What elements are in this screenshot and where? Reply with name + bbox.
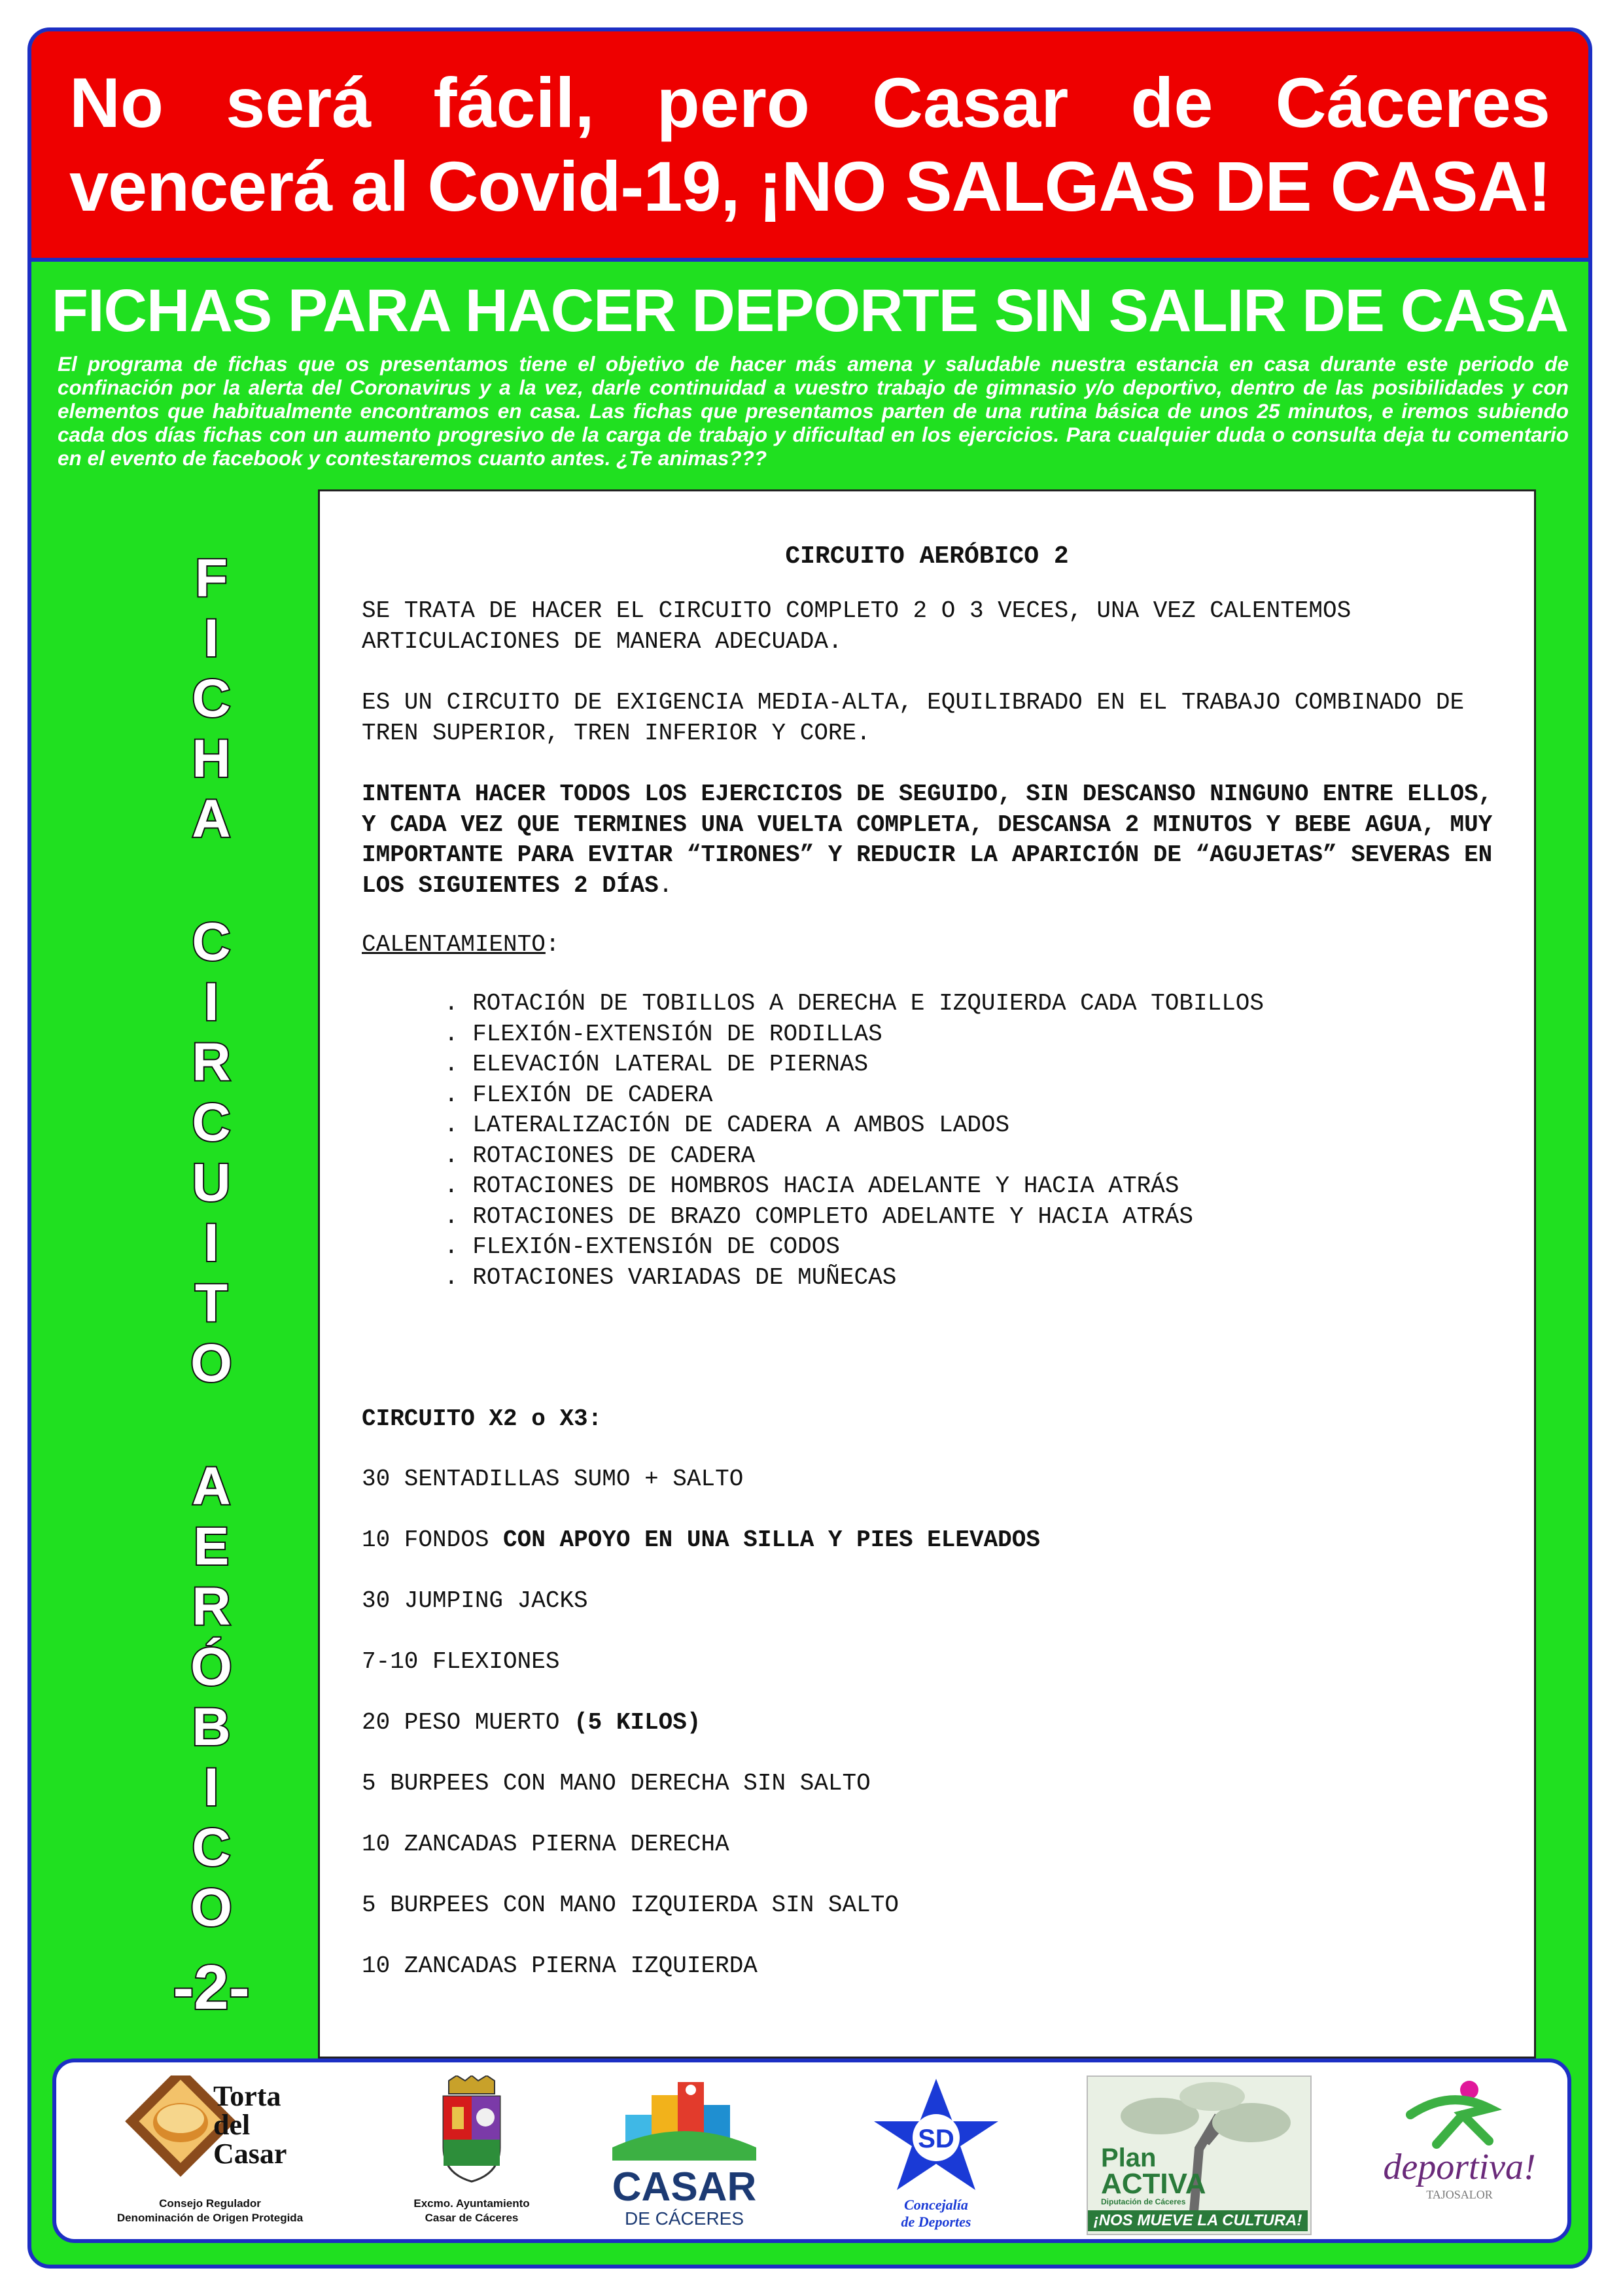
exercise-text: 10 FONDOS <box>362 1527 504 1553</box>
headline-line-1 <box>69 61 1550 145</box>
exercise-text-bold: (5 KILOS) <box>574 1709 701 1736</box>
sponsor-logos-bar <box>52 2058 1571 2243</box>
vertical-letter: C <box>192 1818 231 1877</box>
headline-word: será <box>226 63 372 142</box>
headline-word: pero <box>656 63 810 142</box>
torta-del-casar-logo <box>115 2075 305 2233</box>
exercise-item <box>362 1890 899 1920</box>
vertical-letter: A <box>192 789 231 849</box>
vertical-letter: I <box>203 1757 219 1817</box>
exercise-item <box>362 1525 1040 1555</box>
exercise-text-bold: CON APOYO EN UNA SILLA Y PIES ELEVADOS <box>503 1527 1040 1553</box>
warmup-item: . ROTACIONES DE BRAZO COMPLETO ADELANTE Y HACIA ATRÁS <box>444 1203 1193 1230</box>
warmup-item: . ROTACIONES DE HOMBROS HACIA ADELANTE Y HACIA ATRÁS <box>444 1173 1179 1199</box>
vertical-letter: Ó <box>190 1637 232 1697</box>
plan-activa-logo <box>1087 2075 1312 2235</box>
exercise-text: 5 BURPEES CON MANO DERECHA SIN SALTO <box>362 1770 871 1797</box>
vertical-letter: E <box>193 1517 230 1576</box>
vertical-letter: O <box>190 1878 232 1937</box>
ayuntamiento-caption: Excmo. Ayuntamiento <box>413 2197 530 2210</box>
rest-advice-text: INTENTA HACER TODOS LOS EJERCICIOS DE SEGUIDO, SIN DESCANSO NINGUNO ENTRE ELLOS, Y CADA VEZ QUE TERMINES UNA VUELTA COMPLETA, DESCANSA 2 MINUTOS Y BEBE AGUA, MUY IMPORTANTE PARA EVITAR “TIRONES” Y REDUCIR LA APARICIÓN DE “AGUJETAS” SEVERAS EN LOS SIGUIENTES 2 DÍAS <box>362 781 1493 899</box>
exercise-text: 7-10 FLEXIONES <box>362 1648 560 1675</box>
warmup-heading-text: CALENTAMIENTO <box>362 931 546 958</box>
torta-name: Casar <box>213 2138 287 2170</box>
paragraph-rest-advice <box>362 779 1507 901</box>
coat-of-arms-icon <box>403 2075 540 2187</box>
vertical-letter: F <box>194 548 228 608</box>
warmup-item: . ROTACIÓN DE TOBILLOS A DERECHA E IZQUIERDA CADA TOBILLOS <box>444 990 1265 1017</box>
headline-word: No <box>69 63 164 142</box>
warmup-item: . FLEXIÓN-EXTENSIÓN DE RODILLAS <box>444 1020 882 1048</box>
warmup-item: . LATERALIZACIÓN DE CADERA A AMBOS LADOS <box>444 1112 1010 1139</box>
vertical-letter: I <box>203 1213 219 1273</box>
exercise-item <box>362 1708 701 1738</box>
headline-word: Casar <box>872 63 1069 142</box>
plan-label: Plan <box>1101 2144 1157 2172</box>
sheet-number: -2- <box>173 1952 250 2022</box>
casar-name: CASAR <box>612 2164 757 2210</box>
headline-line-2: vencerá al Covid-19, ¡NO SALGAS DE CASA! <box>69 147 1551 226</box>
exercise-text: 5 BURPEES CON MANO IZQUIERDA SIN SALTO <box>362 1892 899 1918</box>
exercise-item <box>362 1586 588 1616</box>
casar-subname: DE CÁCERES <box>624 2208 744 2229</box>
warmup-heading <box>362 930 1507 961</box>
warmup-item: . FLEXIÓN-EXTENSIÓN DE CODOS <box>444 1233 840 1260</box>
deportiva-name: deportiva! <box>1383 2147 1536 2187</box>
vertical-title <box>143 548 280 1988</box>
intro-paragraph: El programa de fichas que os presentamos tiene el objetivo de hacer más amena y saludable nuestra estancia en casa durante este periodo de confinación por la alerta del Coronavirus y a la vez, darle continuidad a vuestro trabajo de gimnasio y/o deportivo, dentro de las posibilidades y con elementos que habitualmente encontramos en casa. Las fichas que presentamos parten de una rutina básica de unos 25 minutos, e iremos subiendo cada dos días fichas con un aumento progresivo de la carga de trabajo y dificultad en los ejercicios. Para cualquier duda o consulta deja tu comentario en el evento de facebook y contestaremos cuanto antes. ¿Te animas??? <box>58 352 1569 470</box>
torta-caption: Denominación de Origen Protegida <box>116 2212 304 2224</box>
vertical-letter: T <box>194 1273 228 1333</box>
vertical-letter: C <box>192 1093 231 1152</box>
exercise-item <box>362 1464 743 1494</box>
ayuntamiento-caption: Casar de Cáceres <box>425 2212 519 2224</box>
activa-label: ACTIVA <box>1101 2168 1206 2200</box>
torta-name: del <box>213 2109 251 2141</box>
vertical-letter: B <box>192 1697 231 1757</box>
exercise-text: 30 SENTADILLAS SUMO + SALTO <box>362 1466 744 1492</box>
exercise-sheet <box>318 489 1536 2058</box>
concejalia-deportes-logo <box>861 2075 1011 2233</box>
exercise-text: 30 JUMPING JACKS <box>362 1587 588 1614</box>
paragraph-circuit-level: ES UN CIRCUITO DE EXIGENCIA MEDIA-ALTA, EQUILIBRADO EN EL TRABAJO COMBINADO DE TREN SUPERIOR, TREN INFERIOR Y CORE. <box>362 689 1465 747</box>
vertical-letter: R <box>192 1577 231 1636</box>
headline-word: Cáceres <box>1275 63 1550 142</box>
star-athlete-icon <box>861 2075 1011 2193</box>
exercise-item <box>362 1647 559 1677</box>
vertical-letter: H <box>192 729 231 788</box>
exercise-item <box>362 1951 758 1981</box>
paragraph-circuit-repeat: SE TRATA DE HACER EL CIRCUITO COMPLETO 2 O 3 VECES, UNA VEZ CALENTEMOS ARTICULACIONES DE MANERA ADECUADA. <box>362 597 1352 655</box>
vertical-letter: I <box>203 972 219 1032</box>
runner-icon <box>1365 2075 1554 2154</box>
exercise-text: 10 ZANCADAS PIERNA IZQUIERDA <box>362 1952 758 1979</box>
plan-slogan: ¡NOS MUEVE LA CULTURA! <box>1088 2210 1308 2231</box>
warmup-item: . ELEVACIÓN LATERAL DE PIERNAS <box>444 1051 869 1078</box>
exercise-text: 10 ZANCADAS PIERNA DERECHA <box>362 1831 729 1858</box>
rest-advice-period: . <box>658 872 673 899</box>
concejalia-caption: de Deportes <box>901 2214 971 2230</box>
vertical-letter: A <box>192 1457 231 1516</box>
plan-sponsor: Diputación de Cáceres <box>1101 2197 1186 2206</box>
warmup-list <box>444 989 1264 1293</box>
deportiva-sub: TAJOSALOR <box>1426 2188 1493 2201</box>
casar-buildings-icon <box>599 2075 769 2167</box>
headline-banner <box>31 31 1588 262</box>
torta-name: Torta <box>213 2080 281 2112</box>
deportiva-logo <box>1365 2075 1554 2233</box>
poster <box>27 27 1592 2269</box>
headline-word: de <box>1130 63 1213 142</box>
subtitle: FICHAS PARA HACER DEPORTE SIN SALIR DE CASA <box>51 277 1569 344</box>
warmup-heading-colon: : <box>545 931 560 958</box>
warmup-item: . FLEXIÓN DE CADERA <box>444 1081 713 1108</box>
vertical-letter: C <box>192 912 231 972</box>
vertical-letter: I <box>203 609 219 668</box>
casar-de-caceres-logo <box>599 2075 769 2233</box>
vertical-letter: U <box>192 1153 231 1212</box>
vertical-letter: R <box>192 1033 231 1092</box>
headline-word: fácil, <box>433 63 595 142</box>
svg-text:SD: SD <box>918 2125 954 2153</box>
concejalia-caption: Concejalía <box>904 2197 968 2213</box>
vertical-letter: C <box>192 669 231 728</box>
vertical-letter: O <box>190 1333 232 1393</box>
torta-caption: Consejo Regulador <box>159 2197 261 2210</box>
warmup-item: . ROTACIONES DE CADERA <box>444 1142 756 1169</box>
exercise-item <box>362 1829 729 1860</box>
exercise-item <box>362 1769 871 1799</box>
warmup-item: . ROTACIONES VARIADAS DE MUÑECAS <box>444 1263 897 1291</box>
sheet-title: CIRCUITO AERÓBICO 2 <box>785 542 1069 571</box>
ayuntamiento-logo <box>403 2075 540 2233</box>
circuit-heading: CIRCUITO X2 o X3: <box>362 1405 602 1432</box>
exercise-text: 20 PESO MUERTO <box>362 1709 574 1736</box>
